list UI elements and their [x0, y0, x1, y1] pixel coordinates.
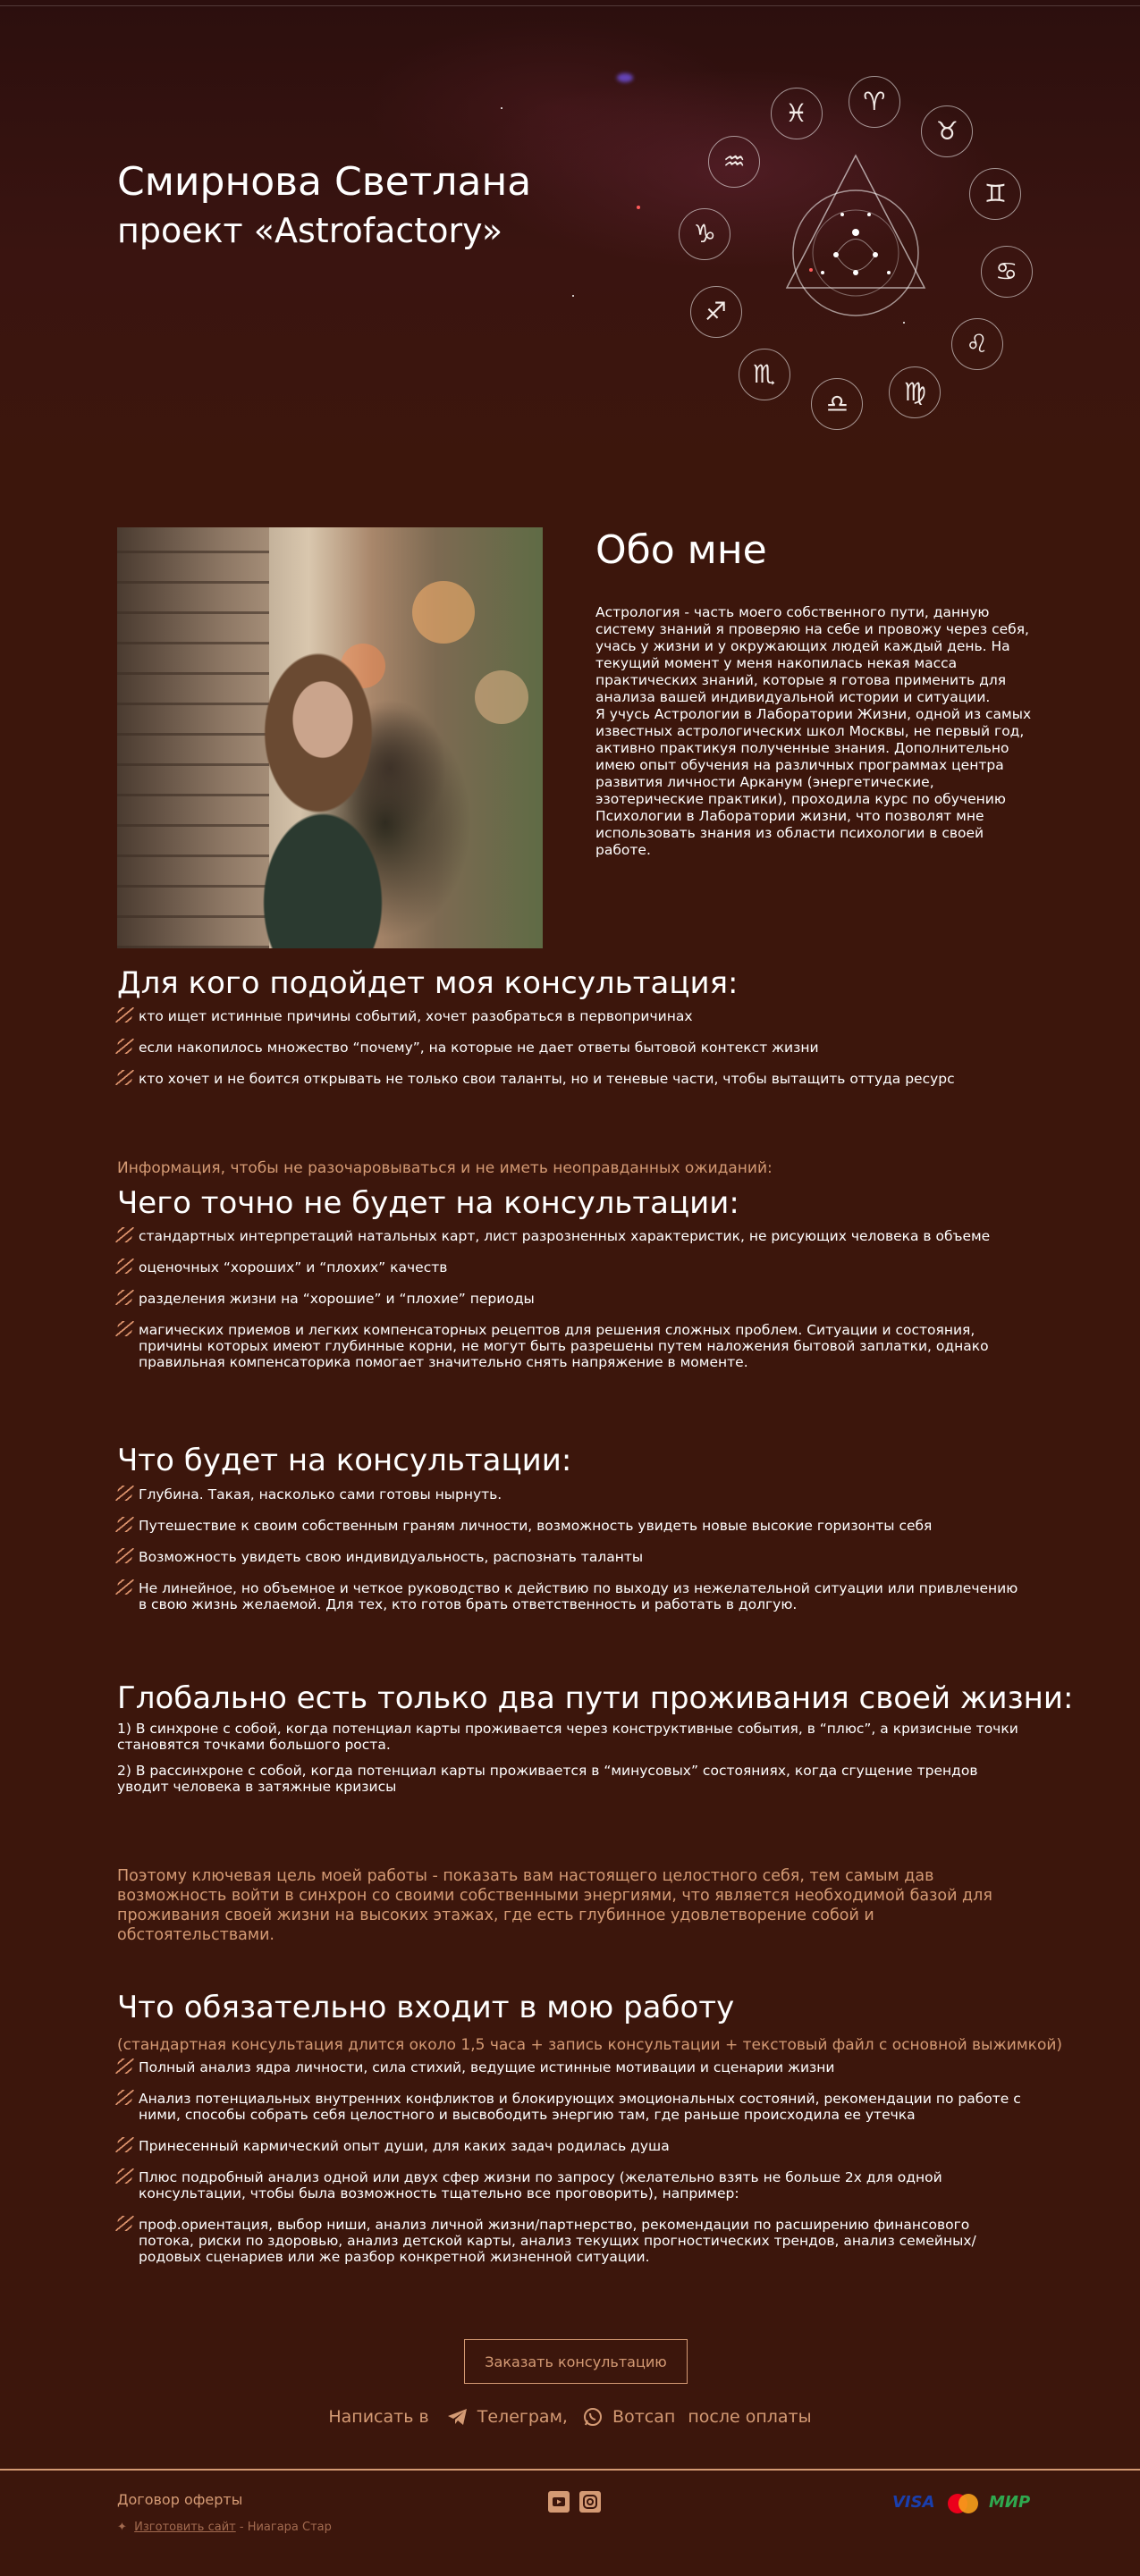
footer-divider [0, 2469, 1140, 2471]
list-item: Не линейное, но объемное и четкое руководство к действию по выходу из нежелательной ситуации или привлечению в свою жизнь желаемой. Для тех, кто готов брать ответственность и работать в долгую. [117, 1580, 1029, 1612]
bullet-stripes-icon [115, 1007, 134, 1023]
mir-logo: МИР [989, 2493, 1031, 2512]
capricorn-icon: ♑ [679, 208, 730, 260]
site-credit [117, 2521, 332, 2534]
youtube-icon[interactable] [548, 2491, 570, 2513]
zodiac-wheel [688, 54, 1046, 418]
after-payment-label: после оплаты [688, 2407, 812, 2427]
key-goal-text: Поэтому ключевая цель моей работы - показать вам настоящего целостного себя, тем самым дав возможность войти в синхрон со своими собственными энергиями, что является необходимой базой для проживания своей жизни на высоких этажах, где есть глубинное удовлетворение собой и обстоятельствами. [117, 1867, 992, 1944]
leo-icon: ♌ [951, 318, 1003, 370]
pisces-icon: ♓ [771, 88, 823, 139]
not-included-list [117, 1228, 1029, 1385]
mastercard-logo [944, 2492, 982, 2515]
two-paths-title: Глобально есть только два пути проживания своей жизни: [117, 1680, 1074, 1716]
virgo-icon: ♍ [889, 366, 941, 418]
taurus-icon: ♉ [921, 105, 973, 157]
list-item: Глубина. Такая, насколько сами готовы нырнуть. [117, 1486, 1029, 1503]
hero-project: проект «Astrofactory» [117, 211, 503, 250]
list-item: Плюс подробный анализ одной или двух сфер жизни по запросу (желательно взять не больше 2х для одной консультации, чтобы была возможность тщательно все проговорить), например: [117, 2169, 1029, 2201]
expectations-note: Информация, чтобы не разочаровываться и не иметь неоправданных ожиданий: [117, 1159, 773, 1177]
cancer-icon: ♋ [981, 246, 1033, 298]
visa-logo: VISA [892, 2493, 935, 2512]
included-list [117, 1486, 1029, 1628]
star [572, 295, 574, 297]
offer-link[interactable]: Договор оферты [117, 2491, 243, 2508]
order-consultation-button[interactable]: Заказать консультацию [464, 2339, 688, 2384]
star [501, 107, 502, 109]
bullet-stripes-icon [115, 1579, 134, 1595]
for-whom-list [117, 1008, 1029, 1102]
sagittarius-icon: ♐ [690, 286, 742, 338]
aries-icon: ♈ [849, 76, 900, 128]
list-item: Анализ потенциальных внутренних конфликтов и блокирующих эмоциональных состояний, рекомендации по работе с ними, способы собрать себя целостного и высвободить энергию там, где раньше происходила ее утечка [117, 2091, 1029, 2123]
niagara-star-icon: ✦ [117, 2521, 135, 2534]
libra-icon: ♎ [811, 378, 863, 430]
bullet-stripes-icon [115, 1548, 134, 1563]
person-figure [224, 635, 403, 948]
bullet-stripes-icon [115, 1517, 134, 1532]
bullet-stripes-icon [115, 1290, 134, 1305]
list-item: магических приемов и легких компенсаторных рецептов для решения сложных проблем. Ситуации и состояния, причины которых имеют глубинные корни, не могут быть разрешены путем наложения бытовой заплатки, однако правильная компенсаторика помогает значительно снять напряжение в моменте. [117, 1322, 1029, 1370]
list-item: кто ищет истинные причины событий, хочет разобраться в первопричинах [117, 1008, 1029, 1024]
contact-row [0, 2406, 1140, 2428]
about-text: Астрология - часть моего собственного пути, данную систему знаний я проверяю на себе и провожу через себя, учась у жизни и у окружающих людей каждый день. На текущий момент у меня накопилась некая масса практических знаний, которые я готова применить для анализа вашей индивидуальной истории и ситуации. Я учусь Астрологии в Лаборатории Жизни, одной из самых известных астрологических школ Москвы, не первый год, активно практикуя полученные знания. Дополнительно имею опыт обучения на различных программах центра развития личности Арканум (энергетические, эзотерические практики), проходила курс по обучению Психологии в Лаборатории жизни, что позволят мне использовать знания из области психологии в своей работе. [595, 604, 1032, 858]
bullet-stripes-icon [115, 1070, 134, 1085]
credit-rest: - Ниагара Стар [235, 2521, 332, 2534]
list-item: проф.ориентация, выбор ниши, анализ личной жизни/партнерство, рекомендации по расширению финансового потока, риски по здоровью, анализ детской карты, анализ текущих прогностических трендов, анализ семейных/родовых сценариев или же разбор конкретной жизненной ситуации. [117, 2217, 1029, 2265]
work-subtitle: (стандартная консультация длится около 1,5 часа + запись консультации + текстовый файл с основной выжимкой) [117, 2036, 1063, 2054]
list-item: Принесенный кармический опыт души, для каких задач родилась душа [117, 2138, 1029, 2154]
not-included-title: Чего точно не будет на консультации: [117, 1185, 739, 1221]
bullet-stripes-icon [115, 1039, 134, 1054]
two-paths-first: 1) В синхроне с собой, когда потенциал карты проживается через конструктивные события, в “плюс”, а кризисные точки становятся точками большого роста. [117, 1721, 1018, 1753]
bullet-stripes-icon [115, 2058, 134, 2074]
telegram-icon[interactable] [447, 2407, 469, 2427]
nebula-star [617, 73, 633, 82]
write-in-label: Написать в [328, 2407, 429, 2427]
list-item: оценочных “хороших” и “плохих” качеств [117, 1259, 1029, 1275]
bullet-stripes-icon [115, 2168, 134, 2184]
bullet-stripes-icon [115, 1486, 134, 1501]
telegram-link[interactable]: Телеграм, [477, 2407, 568, 2427]
work-title: Что обязательно входит в мою работу [117, 1990, 735, 2025]
work-list [117, 2059, 1029, 2280]
included-title: Что будет на консультации: [117, 1443, 572, 1478]
list-item: разделения жизни на “хорошие” и “плохие” периоды [117, 1291, 1029, 1307]
list-item: Полный анализ ядра личности, сила стихий, ведущие истинные мотивации и сценарии жизни [117, 2059, 1029, 2075]
bullet-stripes-icon [115, 1321, 134, 1336]
scorpio-icon: ♏ [739, 349, 790, 400]
star [637, 206, 640, 209]
make-site-link[interactable]: Изготовить сайт [134, 2521, 236, 2534]
list-item: кто хочет и не боится открывать не только свои таланты, но и теневые части, чтобы вытащить оттуда ресурс [117, 1071, 1029, 1087]
two-paths-second: 2) В рассинхроне с собой, когда потенциал карты проживается в “минусовых” состояниях, когда сгущение трендов уводит человека в затяжные кризисы [117, 1763, 978, 1795]
top-divider [0, 5, 1140, 6]
for-whom-title: Для кого подойдет моя консультация: [117, 965, 739, 1001]
about-title: Обо мне [595, 527, 767, 573]
list-item: если накопилось множество “почему”, на которые не дает ответы бытовой контекст жизни [117, 1040, 1029, 1056]
gemini-icon: ♊ [969, 168, 1021, 220]
list-item: Путешествие к своим собственным граням личности, возможность увидеть новые высокие горизонты себя [117, 1518, 1029, 1534]
bullet-stripes-icon [115, 2216, 134, 2231]
list-item: стандартных интерпретаций натальных карт, лист разрозненных характеристик, не рисующих человека в объеме [117, 1228, 1029, 1244]
bullet-stripes-icon [115, 2090, 134, 2105]
whatsapp-icon[interactable] [582, 2406, 604, 2428]
whatsapp-link[interactable]: Вотсап [612, 2407, 676, 2427]
instagram-icon[interactable] [579, 2491, 601, 2513]
bullet-stripes-icon [115, 1227, 134, 1242]
portrait-photo [117, 527, 543, 948]
aquarius-icon: ♒ [708, 136, 760, 188]
hero-name: Смирнова Светлана [117, 159, 532, 205]
bullet-stripes-icon [115, 1259, 134, 1274]
bullet-stripes-icon [115, 2137, 134, 2152]
hero-banner [0, 0, 1140, 472]
list-item: Возможность увидеть свою индивидуальность, распознать таланты [117, 1549, 1029, 1565]
